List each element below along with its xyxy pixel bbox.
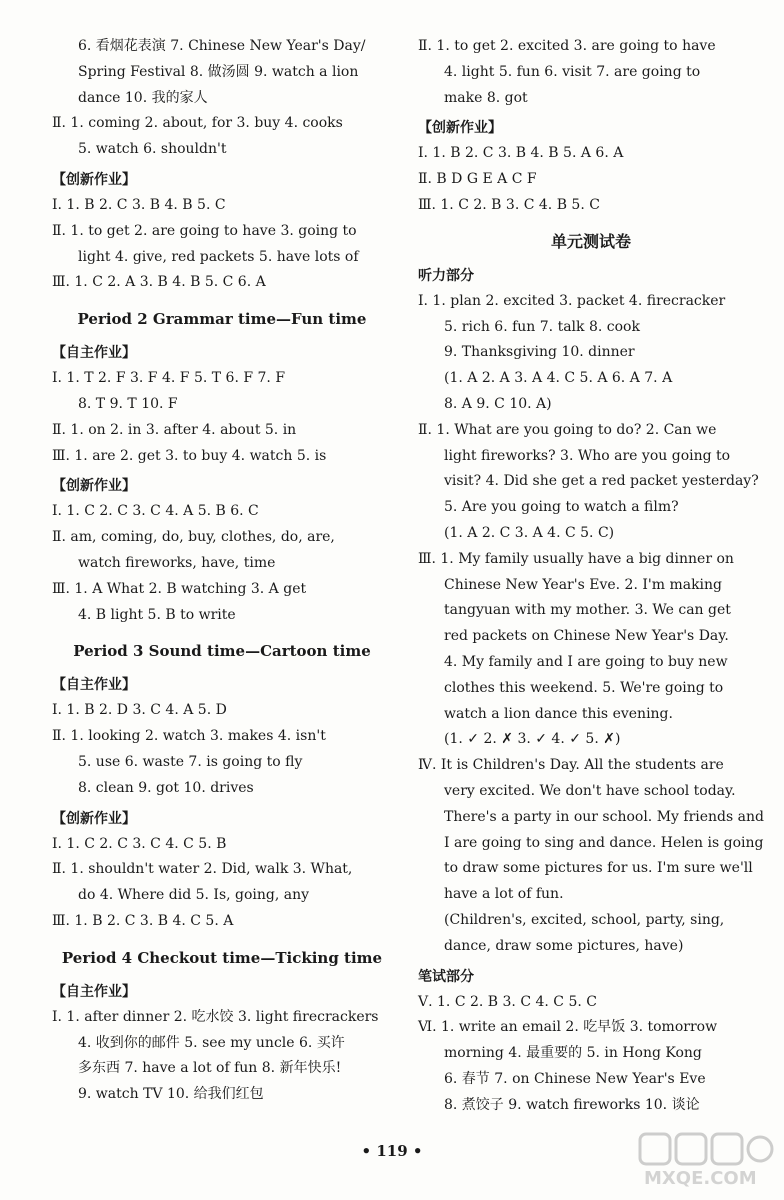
answer-line: Ⅱ. B D G E A C F — [418, 171, 537, 188]
answer-line: 8. 煮饺子 9. watch fireworks 10. 谈论 — [444, 1096, 700, 1113]
answer-line: 4. My family and I are going to buy new — [444, 653, 728, 670]
answer-line: dance, draw some pictures, have) — [444, 937, 684, 954]
answer-line: I are going to sing and dance. Helen is going — [444, 834, 764, 851]
watermark-logo — [636, 1130, 776, 1190]
answer-line: Spring Festival 8. 做汤圆 9. watch a lion — [78, 63, 359, 80]
answer-line: Ⅵ. 1. write an email 2. 吃早饭 3. tomorrow — [418, 1019, 718, 1036]
answer-line: (1. ✓ 2. ✗ 3. ✓ 4. ✓ 5. ✗) — [444, 731, 621, 748]
answer-line: Ⅲ. 1. C 2. B 3. C 4. B 5. C — [418, 196, 600, 213]
watermark-text: MXQE.COM — [644, 1168, 757, 1189]
section-heading: 【创新作业】 — [52, 171, 136, 188]
answer-line: watch a lion dance this evening. — [444, 705, 673, 722]
answer-line: Ⅴ. 1. C 2. B 3. C 4. C 5. C — [418, 993, 597, 1010]
section-heading: 笔试部分 — [418, 968, 474, 985]
answer-line: 9. watch TV 10. 给我们红包 — [78, 1086, 264, 1103]
page-number: • 119 • — [361, 1142, 423, 1160]
answer-line: 5. Are you going to watch a film? — [444, 499, 679, 516]
section-heading: 【创新作业】 — [52, 810, 136, 827]
answer-line: 8. T 9. T 10. F — [78, 395, 178, 412]
answer-line: (1. A 2. C 3. A 4. C 5. C) — [444, 524, 615, 541]
section-heading: 【自主作业】 — [52, 983, 136, 1000]
answer-line: Ⅲ. 1. C 2. A 3. B 4. B 5. C 6. A — [52, 274, 266, 291]
answer-line: Ⅱ. 1. shouldn't water 2. Did, walk 3. What, — [52, 861, 353, 878]
answer-line: Ⅱ. 1. coming 2. about, for 3. buy 4. cooks — [52, 115, 343, 132]
answer-line: Ⅳ. It is Children's Day. All the students are — [418, 757, 724, 774]
answer-line: 8. clean 9. got 10. drives — [78, 779, 254, 796]
answer-line: Ⅱ. 1. on 2. in 3. after 4. about 5. in — [52, 421, 297, 438]
answer-line: Ⅰ. 1. C 2. C 3. C 4. C 5. B — [52, 835, 227, 852]
section-heading: 【自主作业】 — [52, 677, 136, 694]
answer-line: Ⅲ. 1. A What 2. B watching 3. A get — [52, 580, 307, 597]
right-column — [418, 34, 764, 1118]
answer-line: 6. 看烟花表演 7. Chinese New Year's Day/ — [78, 38, 366, 54]
answer-line: clothes this weekend. 5. We're going to — [444, 679, 724, 696]
answer-line: Ⅲ. 1. are 2. get 3. to buy 4. watch 5. is — [52, 447, 327, 464]
answer-line: tangyuan with my mother. 3. We can get — [444, 602, 731, 619]
answer-line: Ⅱ. 1. to get 2. are going to have 3. going to — [52, 222, 357, 239]
answer-line: 多东西 7. have a lot of fun 8. 新年快乐! — [78, 1060, 342, 1077]
answer-line: 9. Thanksgiving 10. dinner — [444, 344, 635, 361]
answer-line: Ⅱ. 1. to get 2. excited 3. are going to have — [418, 38, 716, 54]
period-title: Period 2 Grammar time—Fun time — [77, 310, 367, 329]
answer-line: There's a party in our school. My friends and — [444, 808, 764, 825]
answer-line: have a lot of fun. — [444, 886, 564, 903]
answer-line: Ⅰ. 1. B 2. D 3. C 4. A 5. D — [52, 702, 227, 719]
answer-line: watch fireworks, have, time — [78, 554, 276, 571]
answer-line: Ⅰ. 1. after dinner 2. 吃水饺 3. light firecrackers — [52, 1008, 379, 1025]
answer-line: Ⅰ. 1. plan 2. excited 3. packet 4. firecracker — [418, 292, 726, 309]
period-title: Period 4 Checkout time—Ticking time — [61, 948, 383, 967]
watermark-icon — [636, 1130, 776, 1170]
answer-line: Ⅱ. am, coming, do, buy, clothes, do, are, — [52, 529, 335, 546]
answer-line: very excited. We don't have school today. — [444, 782, 736, 799]
section-heading: 听力部分 — [418, 267, 474, 284]
answer-line: 8. A 9. C 10. A) — [444, 395, 552, 412]
answer-line: visit? 4. Did she get a red packet yesterday? — [444, 473, 759, 490]
answer-line: Ⅱ. 1. looking 2. watch 3. makes 4. isn't — [52, 728, 326, 745]
answer-line: red packets on Chinese New Year's Day. — [444, 628, 729, 645]
answer-line: (1. A 2. A 3. A 4. C 5. A 6. A 7. A — [444, 370, 673, 387]
answer-line: to draw some pictures for us. I'm sure we'll — [444, 860, 753, 877]
section-heading: 【自主作业】 — [52, 345, 136, 362]
answer-line: 4. light 5. fun 6. visit 7. are going to — [444, 63, 701, 80]
section-heading: 【创新作业】 — [52, 478, 136, 495]
answer-line: (Children's, excited, school, party, sing, — [444, 911, 725, 928]
answer-line: light 4. give, red packets 5. have lots of — [78, 248, 359, 265]
period-title: Period 3 Sound time—Cartoon time — [73, 642, 371, 661]
answer-line: 5. rich 6. fun 7. talk 8. cook — [444, 318, 640, 335]
answer-line: Chinese New Year's Eve. 2. I'm making — [444, 576, 723, 593]
left-column — [52, 34, 392, 1108]
answer-line: Ⅰ. 1. B 2. C 3. B 4. B 5. C — [52, 196, 226, 213]
answer-line: make 8. got — [444, 89, 528, 106]
answer-line: 4. 收到你的邮件 5. see my uncle 6. 买许 — [78, 1034, 345, 1051]
answer-line: do 4. Where did 5. Is, going, any — [78, 887, 310, 904]
answer-line: Ⅲ. 1. B 2. C 3. B 4. C 5. A — [52, 912, 234, 929]
section-heading: 【创新作业】 — [418, 120, 502, 137]
unit-test-title: 单元测试卷 — [550, 231, 631, 251]
answer-line: morning 4. 最重要的 5. in Hong Kong — [444, 1045, 702, 1062]
answer-line: light fireworks? 3. Who are you going to — [444, 447, 731, 464]
answer-line: Ⅲ. 1. My family usually have a big dinner on — [418, 550, 734, 567]
answer-line: dance 10. 我的家人 — [78, 89, 208, 106]
answer-line: Ⅰ. 1. T 2. F 3. F 4. F 5. T 6. F 7. F — [52, 370, 286, 387]
answer-line: 5. watch 6. shouldn't — [78, 141, 227, 158]
answer-line: 4. B light 5. B to write — [78, 606, 236, 623]
answer-line: Ⅰ. 1. C 2. C 3. C 4. A 5. B 6. C — [52, 503, 259, 520]
answer-line: 5. use 6. waste 7. is going to fly — [78, 753, 303, 770]
answer-line: 6. 春节 7. on Chinese New Year's Eve — [444, 1070, 706, 1087]
answer-line: Ⅰ. 1. B 2. C 3. B 4. B 5. A 6. A — [418, 145, 624, 162]
answer-line: Ⅱ. 1. What are you going to do? 2. Can we — [418, 421, 717, 438]
